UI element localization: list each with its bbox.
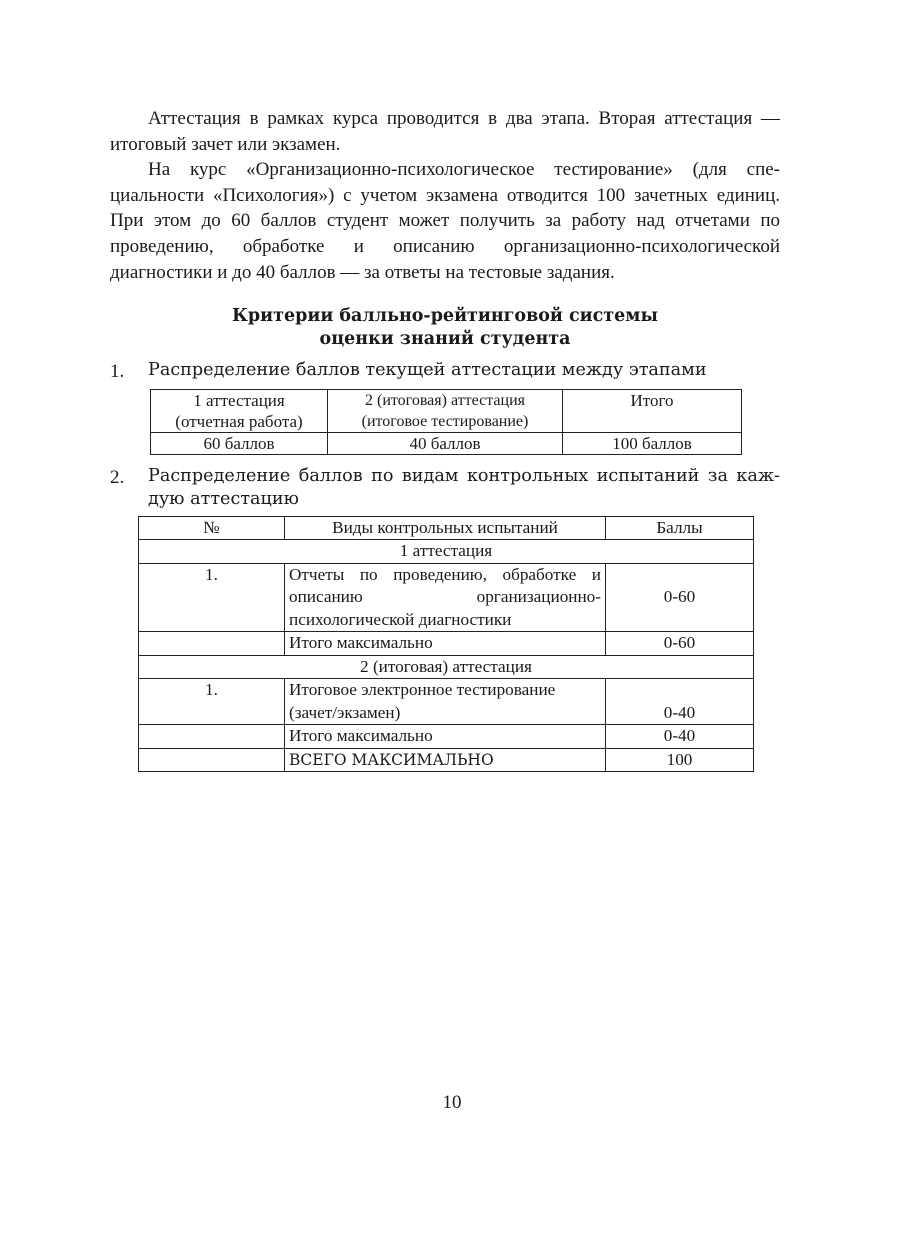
- table-cell-number: 1.: [139, 679, 285, 725]
- list-item-number: 1.: [110, 361, 125, 383]
- table-section-row: [139, 540, 754, 564]
- table-row: [139, 725, 754, 749]
- header-line: (отчетная работа): [175, 411, 303, 431]
- table-cell-test-name: Итоговое электронное тестирование (зачет/экзамен): [285, 679, 606, 725]
- page-number: 10: [442, 1092, 462, 1113]
- header-cell-attestation-2: [328, 389, 563, 432]
- page-content: [110, 106, 780, 772]
- header-cell-number: №: [139, 516, 285, 540]
- table-cell-test-name: Отчеты по проведению, обработке и описанию организационно-психологической диагностики: [285, 563, 606, 632]
- list-item-text: Распределение баллов текущей аттестации между этапами: [148, 360, 707, 381]
- list-item-text: Распределение баллов по видам контрольных испытаний за каждую аттестацию: [148, 465, 780, 510]
- table-cell-score: 0-40: [606, 679, 754, 725]
- table-cell: 60 баллов: [151, 432, 328, 454]
- table-cell-score: 0-60: [606, 632, 754, 656]
- list-item-1: [110, 359, 780, 385]
- header-cell-test-types: Виды контрольных испытаний: [285, 516, 606, 540]
- table-header-row: [139, 516, 754, 540]
- header-cell-total: [563, 389, 742, 432]
- table-cell-test-name: Итого максимально: [285, 725, 606, 749]
- heading-line-2: оценки знаний студента: [319, 329, 571, 350]
- table-cell-empty: [139, 748, 285, 772]
- paragraph-attestation-stages: Аттестация в рамках курса проводится в два этапа. Вторая аттестация — итоговый зачет или экзамен.: [110, 108, 780, 155]
- section-title-attestation-1: 1 аттестация: [139, 540, 754, 564]
- table-cell: 100 баллов: [563, 432, 742, 454]
- list-item-number: 2.: [110, 466, 125, 488]
- paragraph-course-points: На курс «Организационно-психологическое тестирование» (для специальности «Психология») с учетом экзамена отводится 100 зачетных единиц. При этом до 60 баллов студент может получить за работу над отчетами по проведению, обработке и описанию организационно-психологической диагностики и до 40 баллов — за ответы на тестовые задания.: [110, 159, 780, 283]
- table-cell-test-name: Итого максимально: [285, 632, 606, 656]
- list-item-2: [110, 465, 780, 512]
- header-line: 2 (итоговая) аттестация: [364, 391, 525, 409]
- section-heading: [110, 305, 780, 351]
- table-cell: 40 баллов: [328, 432, 563, 454]
- points-distribution-table: [150, 389, 742, 455]
- header-line: Итого: [630, 390, 674, 410]
- table-cell-empty: [139, 725, 285, 749]
- table-cell-number: 1.: [139, 563, 285, 632]
- control-tests-table: [138, 516, 754, 773]
- table-row: [139, 679, 754, 725]
- table-cell-grand-total-score: 100: [606, 748, 754, 772]
- section-title-attestation-2: 2 (итоговая) аттестация: [139, 655, 754, 679]
- heading-line-1: Критерии балльно-рейтинговой системы: [231, 306, 658, 327]
- header-line: (итоговое тестирование): [361, 412, 529, 430]
- table-cell-score: 0-40: [606, 725, 754, 749]
- table-header-row: [151, 389, 742, 432]
- table-cell-empty: [139, 632, 285, 656]
- header-cell-points: Баллы: [606, 516, 754, 540]
- table-cell-score: 0-60: [606, 563, 754, 632]
- table-row: [139, 632, 754, 656]
- table-section-row: [139, 655, 754, 679]
- header-line: 1 аттестация: [193, 390, 285, 410]
- table-row: [139, 563, 754, 632]
- table-row: [139, 748, 754, 772]
- header-cell-attestation-1: [151, 389, 328, 432]
- table-cell-grand-total-label: ВСЕГО МАКСИМАЛЬНО: [285, 748, 606, 772]
- table-row: [151, 432, 742, 454]
